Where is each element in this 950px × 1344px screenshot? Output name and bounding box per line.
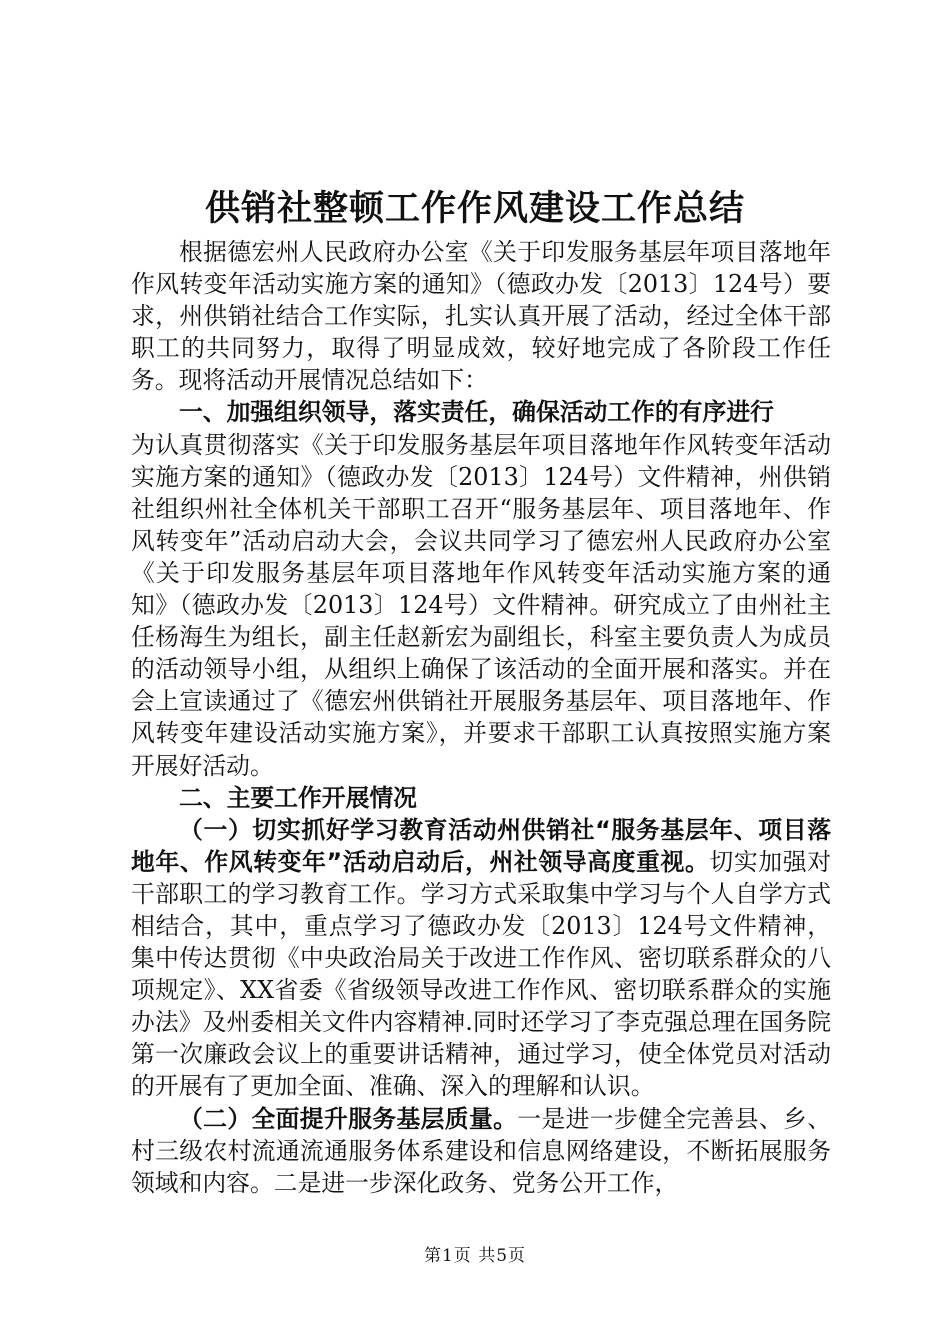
document-body — [131, 236, 831, 1199]
subsection2-body: 一是进一步健全完善县、乡、村三级农村流通流通服务体系建设和信息网络建设，不断拓展服务领域和内容。二是进一步深化政务、党务公开工作， — [131, 1104, 832, 1197]
intro-paragraph: 根据德宏州人民政府办公室《关于印发服务基层年项目落地年作风转变年活动实施方案的通知》（德政办发〔2013〕124号）要求，州供销社结合工作实际，扎实认真开展了活动，经过全体干部职工的共同努力，取得了明显成效，较好地完成了各阶段工作任务。现将活动开展情况总结如下： — [131, 238, 831, 395]
subsection1-paragraph — [131, 814, 831, 1103]
section1-heading: 一、加强组织领导，落实责任，确保活动工作的有序进行 — [179, 398, 774, 427]
section2-heading: 二、主要工作开展情况 — [179, 783, 417, 812]
subsection2-paragraph — [131, 1103, 831, 1199]
subsection2-heading: （二）全面提升服务基层质量。 — [179, 1104, 518, 1133]
document-title: 供销社整顿工作作风建设工作总结 — [204, 189, 745, 229]
page-number-footer: 第1页 共5页 — [423, 1246, 527, 1266]
subsection1-heading: （一）切实抓好学习教育活动州供销社“服务基层年、项目落地年、作风转变年”活动启动后，州社领导高度重视。 — [131, 815, 831, 876]
section1-paragraph: 为认真贯彻落实《关于印发服务基层年项目落地年作风转变年活动实施方案的通知》（德政办发〔2013〕124号）文件精神，州供销社组织州社全体机关干部职工召开“服务基层年、项目落地年、作风转变年”活动启动大会，会议共同学习了德宏州人民政府办公室《关于印发服务基层年项目落地年作风转变年活动实施方案的通知》（德政办发〔2013〕124号）文件精神。研究成立了由州社主任杨海生为组长，副主任赵新宏为副组长，科室主要负责人为成员的活动领导小组，从组织上确保了该活动的全面开展和落实。并在会上宣读通过了《德宏州供销社开展服务基层年、项目落地年、作风转变年建设活动实施方案》，并要求干部职工认真按照实施方案开展好活动。 — [131, 430, 831, 780]
subsection1-body: 切实加强对干部职工的学习教育工作。学习方式采取集中学习与个人自学方式相结合，其中，重点学习了德政办发〔2013〕124号文件精神，集中传达贯彻《中央政治局关于改进工作作风、密切联系群众的八项规定》、XX省委《省级领导改进工作作风、密切联系群众的实施办法》及州委相关文件内容精神.同时还学习了李克强总理在国务院第一次廉政会议上的重要讲话精神，通过学习，使全体党员对活动的开展有了更加全面、准确、深入的理解和认识。 — [131, 847, 831, 1101]
